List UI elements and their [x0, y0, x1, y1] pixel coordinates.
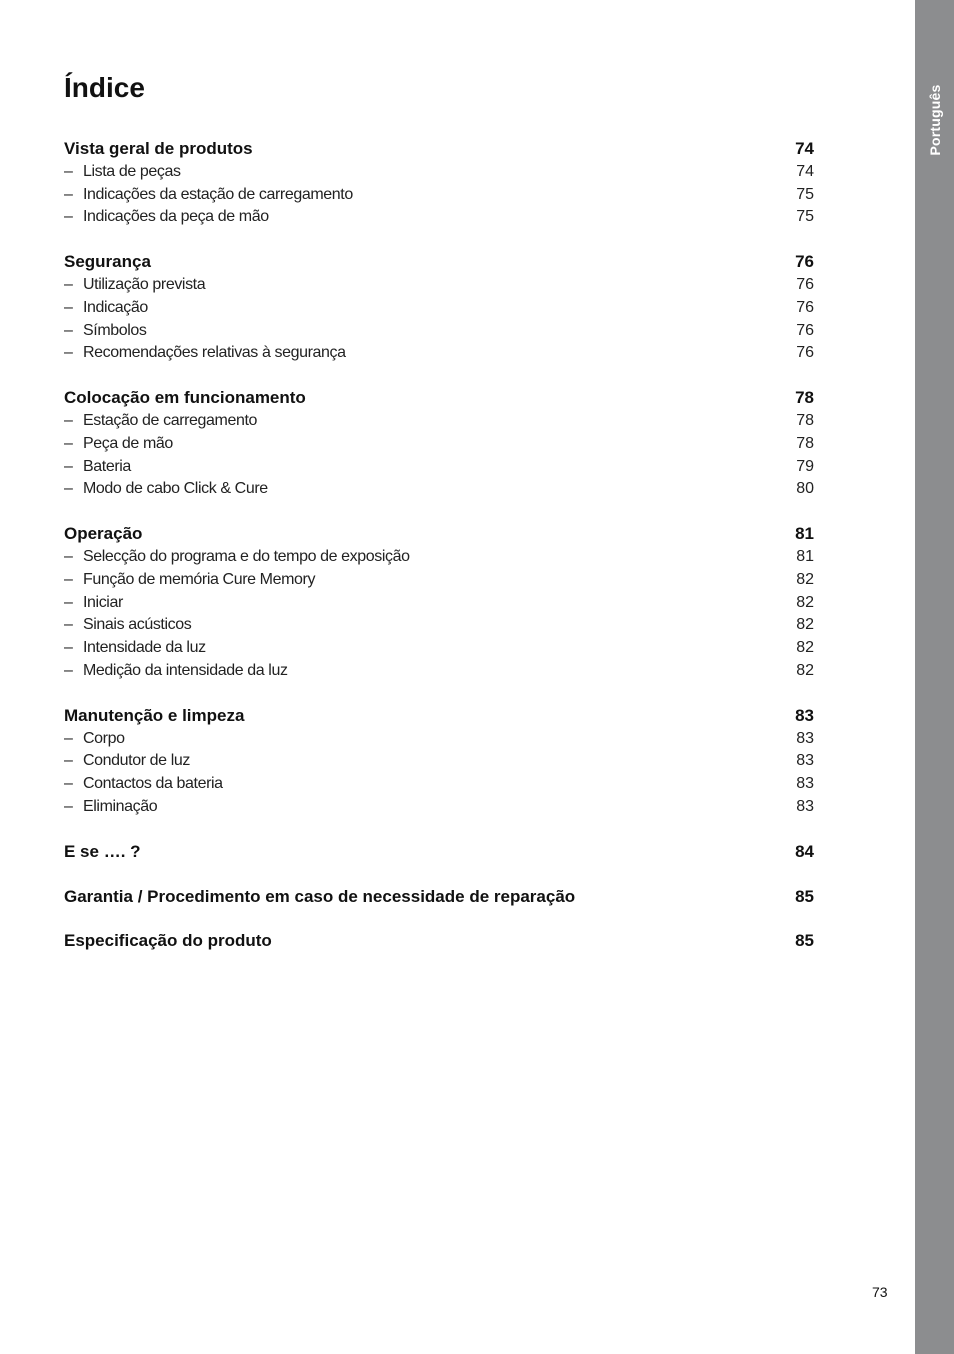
toc-entry-label: Peça de mão: [83, 434, 173, 452]
toc-entry-text: [64, 320, 147, 343]
table-of-contents: [64, 138, 814, 975]
toc-entry[interactable]: [64, 637, 814, 660]
toc-entry[interactable]: [64, 433, 814, 456]
toc-entry[interactable]: [64, 206, 814, 229]
dash-bullet-icon: –: [64, 661, 73, 679]
toc-entry-label: Iniciar: [83, 593, 123, 611]
toc-entry-page: 76: [796, 321, 814, 339]
toc-entry[interactable]: [64, 274, 814, 297]
dash-bullet-icon: –: [64, 457, 73, 475]
dash-bullet-icon: –: [64, 480, 73, 498]
toc-section-page: 84: [795, 841, 814, 861]
toc-entry-label: Selecção do programa e do tempo de exposição: [83, 547, 410, 565]
dash-bullet-icon: –: [64, 729, 73, 747]
dash-bullet-icon: –: [64, 797, 73, 815]
dash-bullet-icon: –: [64, 162, 73, 180]
toc-entry-text: [64, 206, 269, 229]
toc-entry-page: 75: [796, 185, 814, 203]
dash-bullet-icon: –: [64, 275, 73, 293]
toc-section: [64, 387, 814, 501]
toc-entry-page: 82: [796, 639, 814, 657]
dash-bullet-icon: –: [64, 208, 73, 226]
toc-section: [64, 886, 814, 909]
toc-entry-page: 81: [796, 547, 814, 565]
toc-entry-page: 80: [796, 480, 814, 498]
toc-entry-label: Medição da intensidade da luz: [83, 661, 288, 679]
dash-bullet-icon: –: [64, 411, 73, 429]
toc-entry-text: [64, 456, 131, 479]
toc-entry-page: 78: [796, 411, 814, 429]
toc-entry-page: 76: [796, 275, 814, 293]
toc-entry[interactable]: [64, 184, 814, 207]
toc-entry-text: [64, 614, 191, 637]
toc-section-heading[interactable]: [64, 251, 814, 274]
toc-entry-text: [64, 750, 190, 773]
toc-section-title: Colocação em funcionamento: [64, 388, 306, 408]
toc-section: [64, 705, 814, 819]
toc-entry-label: Função de memória Cure Memory: [83, 570, 316, 588]
toc-entry-text: [64, 410, 257, 433]
toc-entry-label: Lista de peças: [83, 162, 181, 180]
dash-bullet-icon: –: [64, 434, 73, 452]
toc-section-page: 85: [795, 886, 814, 906]
toc-section-heading[interactable]: [64, 930, 814, 953]
toc-entry-label: Sinais acústicos: [83, 616, 192, 634]
dash-bullet-icon: –: [64, 547, 73, 565]
toc-entry-page: 74: [796, 162, 814, 180]
toc-entry-page: 76: [796, 298, 814, 316]
toc-entry-text: [64, 342, 346, 365]
language-side-tab: [915, 0, 954, 1354]
toc-entry[interactable]: [64, 773, 814, 796]
toc-section-title: Operação: [64, 524, 143, 544]
toc-entry-label: Indicação: [83, 298, 148, 316]
toc-entry[interactable]: [64, 320, 814, 343]
toc-section-heading[interactable]: [64, 705, 814, 728]
toc-section-title: E se …. ?: [64, 841, 141, 861]
toc-entry-label: Eliminação: [83, 797, 158, 815]
toc-entry-page: 82: [796, 570, 814, 588]
language-label: Português: [926, 84, 943, 156]
toc-entry[interactable]: [64, 161, 814, 184]
toc-entry-label: Bateria: [83, 457, 131, 475]
toc-section-title: Manutenção e limpeza: [64, 705, 245, 725]
dash-bullet-icon: –: [64, 298, 73, 316]
toc-entry-label: Estação de carregamento: [83, 411, 258, 429]
toc-section: [64, 523, 814, 683]
toc-entry[interactable]: [64, 297, 814, 320]
dash-bullet-icon: –: [64, 570, 73, 588]
toc-entry[interactable]: [64, 660, 814, 683]
toc-entry-page: 82: [796, 616, 814, 634]
toc-entry-text: [64, 592, 123, 615]
dash-bullet-icon: –: [64, 752, 73, 770]
toc-section: [64, 138, 814, 229]
toc-entry-text: [64, 433, 173, 456]
dash-bullet-icon: –: [64, 639, 73, 657]
toc-entry-page: 76: [796, 344, 814, 362]
toc-section: [64, 930, 814, 953]
toc-section-heading[interactable]: [64, 138, 814, 161]
toc-entry[interactable]: [64, 478, 814, 501]
toc-section: [64, 251, 814, 365]
dash-bullet-icon: –: [64, 185, 73, 203]
toc-entry-label: Símbolos: [83, 321, 147, 339]
dash-bullet-icon: –: [64, 616, 73, 634]
toc-entry[interactable]: [64, 750, 814, 773]
toc-entry-page: 83: [796, 729, 814, 747]
toc-entry-label: Condutor de luz: [83, 752, 190, 770]
toc-section-page: 85: [795, 931, 814, 951]
toc-entry[interactable]: [64, 592, 814, 615]
dash-bullet-icon: –: [64, 344, 73, 362]
toc-section-title: Vista geral de produtos: [64, 139, 253, 158]
toc-entry-label: Intensidade da luz: [83, 639, 206, 657]
toc-entry-text: [64, 161, 181, 184]
toc-section: [64, 841, 814, 864]
toc-entry[interactable]: [64, 728, 814, 751]
toc-entry-text: [64, 546, 410, 569]
toc-entry-page: 75: [796, 208, 814, 226]
toc-entry-text: [64, 728, 125, 751]
toc-entry-text: [64, 637, 206, 660]
toc-entry[interactable]: [64, 456, 814, 479]
toc-section-heading[interactable]: [64, 387, 814, 410]
dash-bullet-icon: –: [64, 593, 73, 611]
toc-entry-page: 82: [796, 661, 814, 679]
toc-entry-text: [64, 184, 353, 207]
toc-section-heading[interactable]: [64, 841, 814, 864]
toc-section-heading[interactable]: [64, 886, 814, 909]
toc-entry-text: [64, 274, 205, 297]
toc-entry-text: [64, 796, 157, 819]
toc-entry-page: 83: [796, 797, 814, 815]
toc-entry-page: 82: [796, 593, 814, 611]
toc-section-page: 81: [795, 524, 814, 544]
page-title: Índice: [64, 72, 145, 103]
toc-entry-label: Corpo: [83, 729, 125, 747]
toc-entry[interactable]: [64, 614, 814, 637]
toc-entry-page: 78: [796, 434, 814, 452]
toc-entry-label: Modo de cabo Click & Cure: [83, 480, 268, 498]
toc-entry-text: [64, 569, 315, 592]
page-number: 73: [872, 1284, 888, 1300]
toc-entry[interactable]: [64, 569, 814, 592]
toc-entry-page: 79: [796, 457, 814, 475]
toc-entry-label: Indicações da estação de carregamento: [83, 185, 353, 203]
toc-entry-text: [64, 478, 268, 501]
toc-entry-text: [64, 660, 288, 683]
dash-bullet-icon: –: [64, 775, 73, 793]
toc-entry[interactable]: [64, 546, 814, 569]
toc-entry-text: [64, 297, 148, 320]
toc-section-heading[interactable]: [64, 523, 814, 546]
toc-entry-label: Contactos da bateria: [83, 775, 223, 793]
toc-entry-label: Recomendações relativas à segurança: [83, 344, 346, 362]
toc-section-title: Garantia / Procedimento em caso de necessidade de reparação: [64, 886, 576, 906]
toc-section-title: Especificação do produto: [64, 931, 272, 951]
toc-entry[interactable]: [64, 342, 814, 365]
toc-section-page: 76: [795, 252, 814, 272]
toc-entry-text: [64, 773, 223, 796]
toc-entry-label: Utilização prevista: [83, 275, 206, 293]
toc-entry-page: 83: [796, 775, 814, 793]
toc-entry-label: Indicações da peça de mão: [83, 208, 269, 226]
toc-section-title: Segurança: [64, 252, 151, 272]
toc-section-page: 83: [795, 705, 814, 725]
toc-entry-page: 83: [796, 752, 814, 770]
toc-section-page: 78: [795, 388, 814, 408]
dash-bullet-icon: –: [64, 321, 73, 339]
toc-entry[interactable]: [64, 410, 814, 433]
toc-entry[interactable]: [64, 796, 814, 819]
toc-section-page: 74: [795, 139, 814, 158]
